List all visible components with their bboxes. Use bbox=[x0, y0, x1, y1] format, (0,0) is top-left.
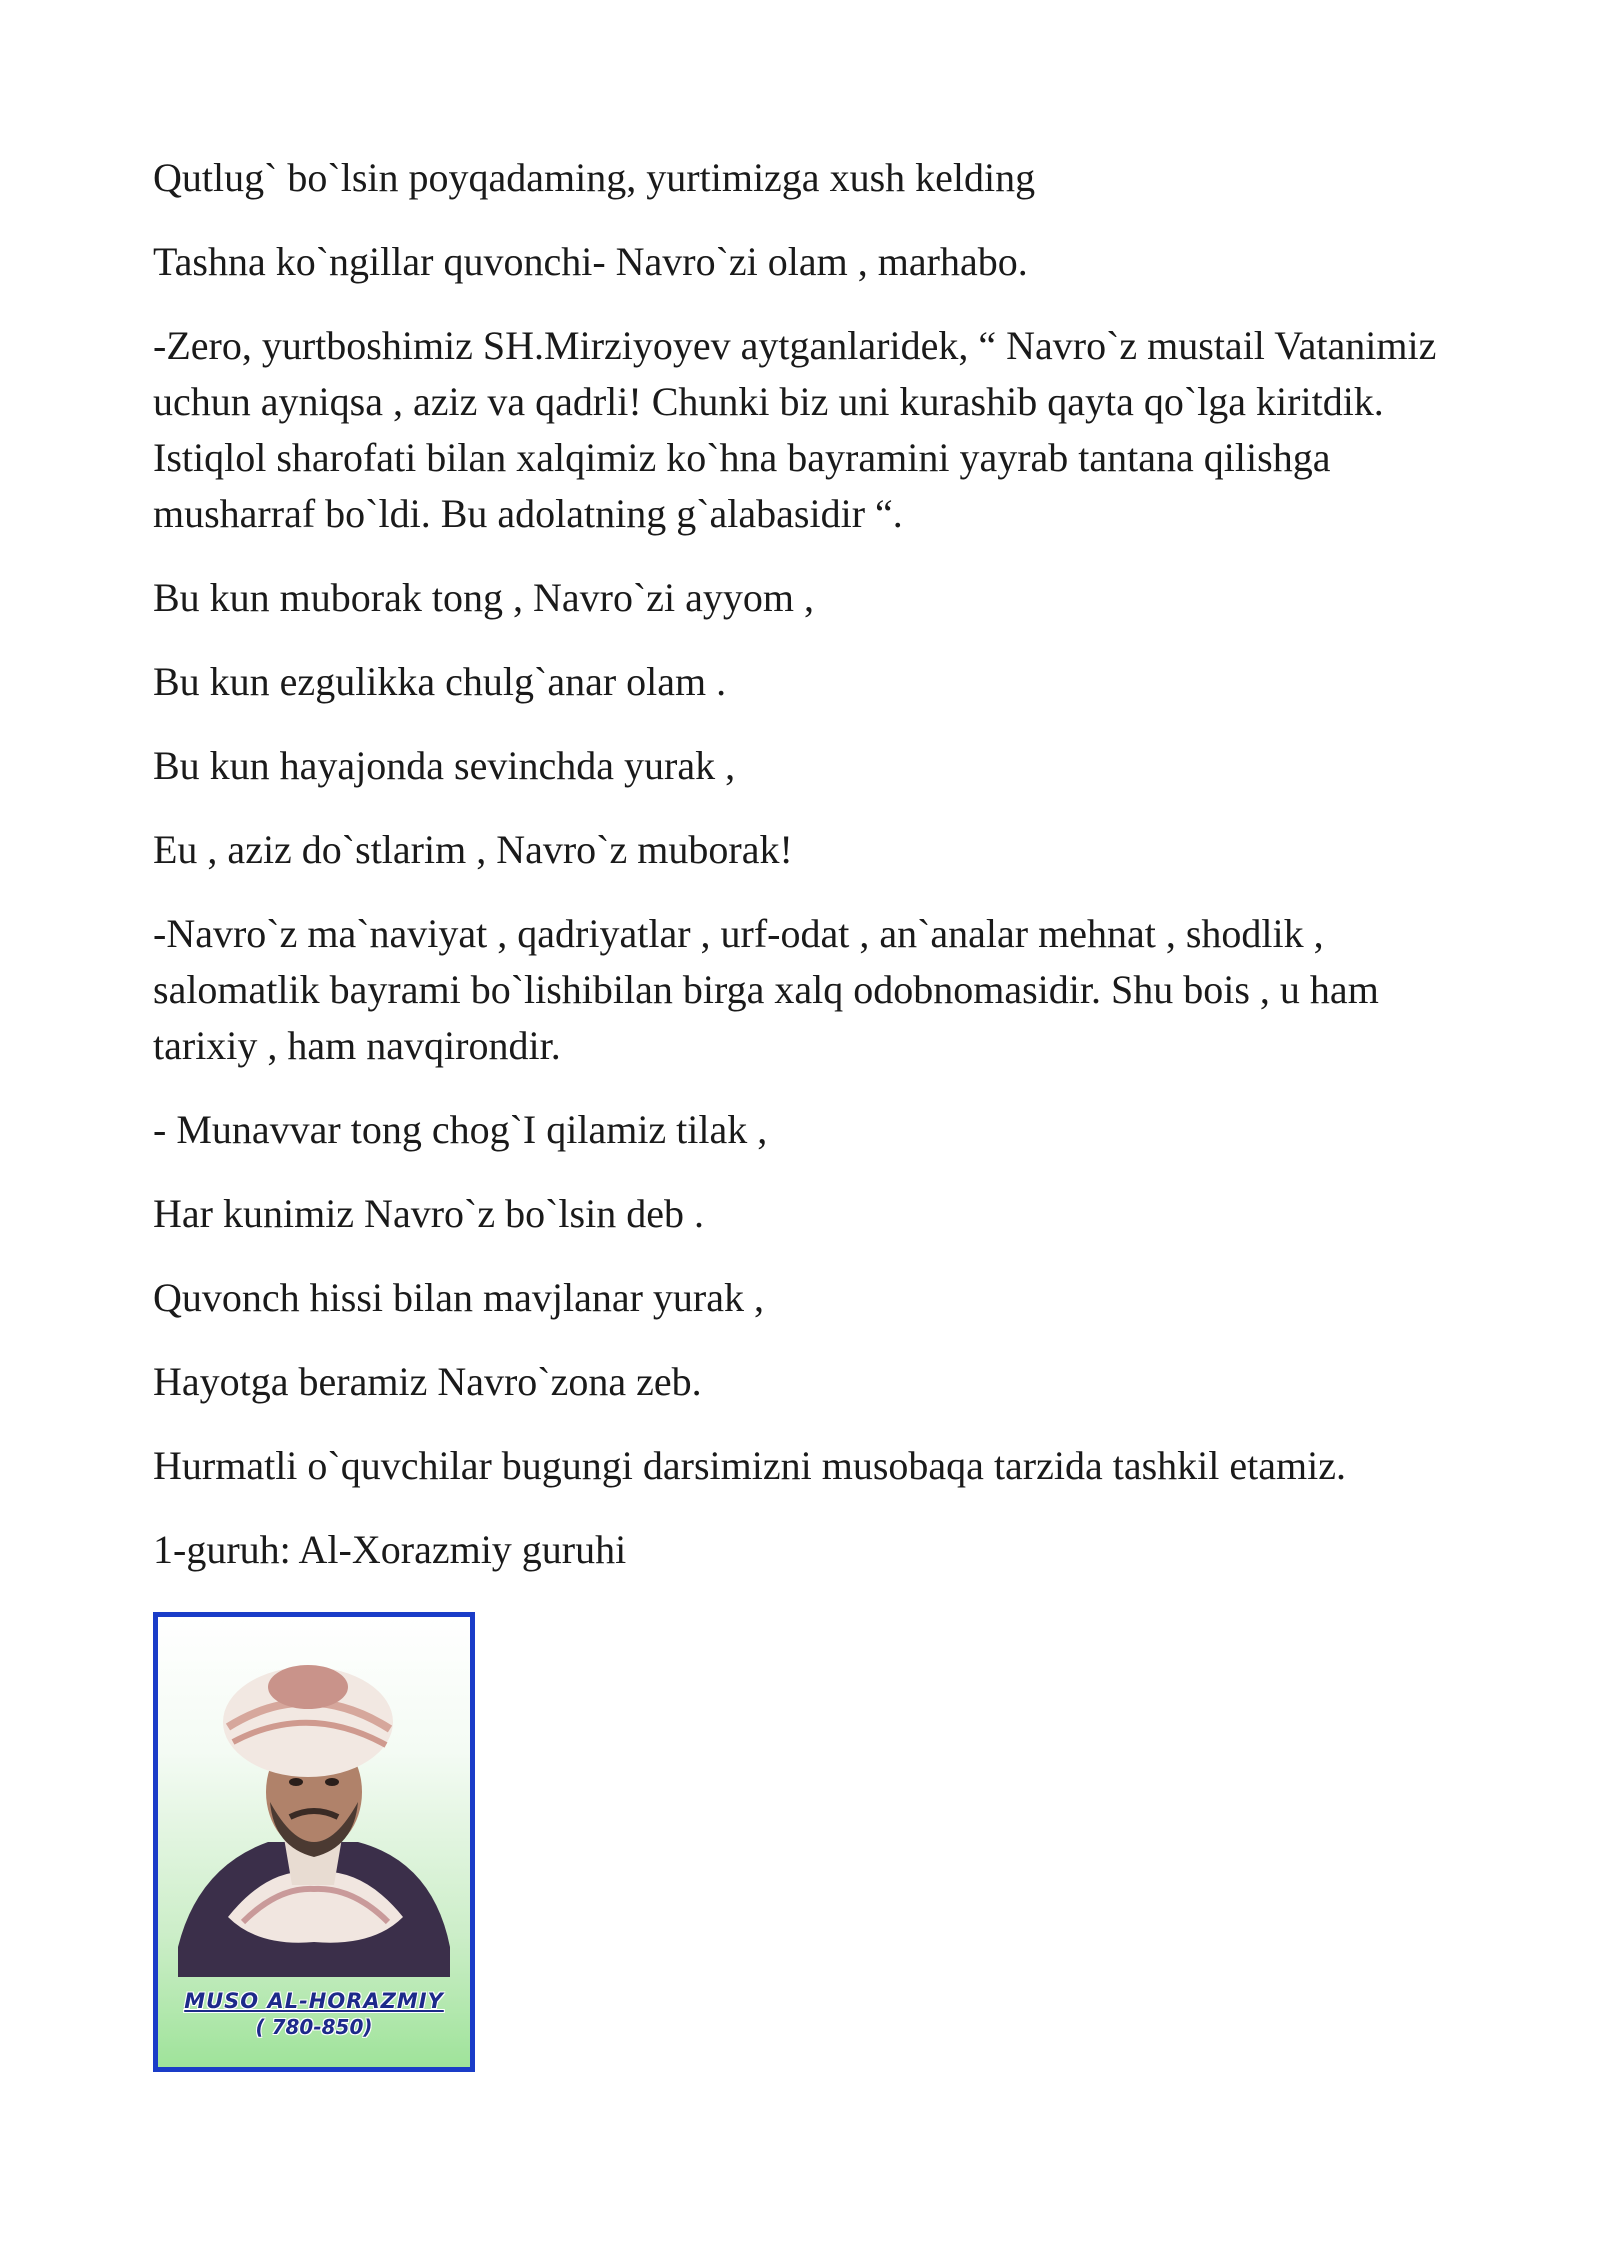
paragraph-6: Bu kun hayajonda sevinchda yurak , bbox=[153, 743, 736, 788]
paragraph-14: 1-guruh: Al-Xorazmiy guruhi bbox=[153, 1527, 627, 1572]
paragraph-8: -Navro`z ma`naviyat , qadriyatlar , urf-odat , an`analar mehnat , shodlik , salomatlik bayrami bo`lishibilan birga xalq odobnomasidir. Shu bois , u ham tarixiy , ham navqirondir. bbox=[153, 911, 1379, 1068]
paragraph-4: Bu kun muborak tong , Navro`zi ayyom , bbox=[153, 575, 814, 620]
paragraph-12: Hayotga beramiz Navro`zona zeb. bbox=[153, 1359, 702, 1404]
paragraph-9: - Munavvar tong chog`I qilamiz tilak , bbox=[153, 1107, 768, 1152]
paragraph-5: Bu kun ezgulikka chulg`anar olam . bbox=[153, 659, 727, 704]
document-body bbox=[153, 150, 1453, 1606]
paragraph-3: -Zero, yurtboshimiz SH.Mirziyoyev aytganlaridek, “ Navro`z mustail Vatanimiz uchun ayniqsa , aziz va qadrli! Chunki biz uni kurashib qayta qo`lga kiritdik. Istiqlol sharofati bilan xalqimiz ko`hna bayramini yayrab tantana qilishga musharraf bo`ldi. Bu adolatning g`alabasidir “. bbox=[153, 323, 1437, 536]
paragraph-11: Quvonch hissi bilan mavjlanar yurak , bbox=[153, 1275, 764, 1320]
paragraph-10: Har kunimiz Navro`z bo`lsin deb . bbox=[153, 1191, 704, 1236]
paragraph-13: Hurmatli o`quvchilar bugungi darsimizni musobaqa tarzida tashkil etamiz. bbox=[153, 1443, 1347, 1488]
paragraph-2: Tashna ko`ngillar quvonchi- Navro`zi olam , marhabo. bbox=[153, 239, 1028, 284]
paragraph-7: Eu , aziz do`stlarim , Navro`z muborak! bbox=[153, 827, 793, 872]
portrait-image bbox=[153, 1612, 475, 2072]
paragraph-1: Qutlug` bo`lsin poyqadaming, yurtimizga xush kelding bbox=[153, 155, 1036, 200]
portrait-caption-name: MUSO AL-HORAZMIY bbox=[184, 1989, 444, 2013]
portrait-caption-years: ( 780-850) bbox=[255, 2015, 373, 2039]
